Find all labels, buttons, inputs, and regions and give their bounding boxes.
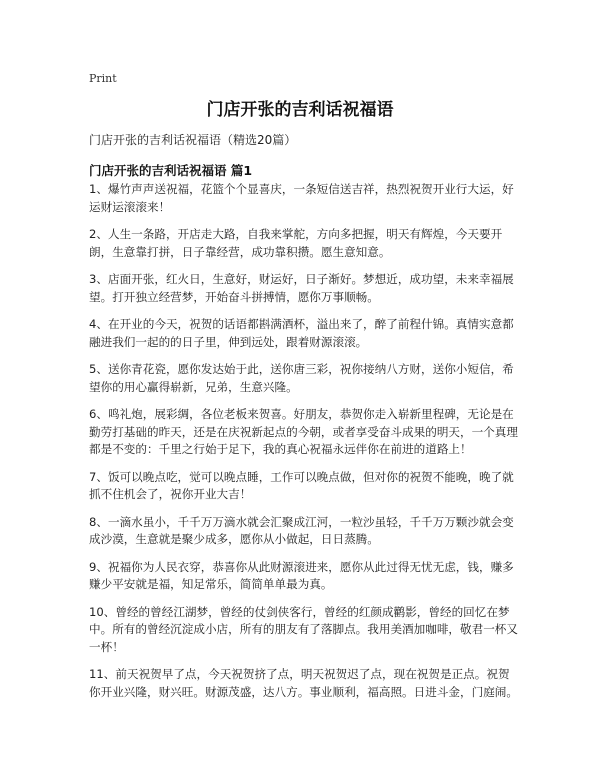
- list-item: 10、曾经的曾经江湖梦，曾经的仗剑侠客行，曾经的红颜成鹳影，曾经的回忆在梦中。所有的曾经沉淀成小店，所有的朋友有了落脚点。我用美酒加咖啡，敬君一杯又一杯！: [89, 604, 518, 654]
- list-item: 5、送你青花瓷，愿你发达始于此，送你唐三彩，祝你接纳八方财，送你小短信，希望你的用心赢得崭新，兄弟，生意兴隆。: [89, 362, 514, 394]
- article-subtitle: 门店开张的吉利话祝福语（精选20篇）: [89, 133, 297, 147]
- print-link[interactable]: Print: [89, 72, 117, 85]
- list-item: 9、祝福你为人民衣穿，恭喜你从此财源滚进来，愿你从此过得无忧无虑，钱，赚多赚少平安就是福，知足常乐，简简单单最为真。: [89, 559, 514, 591]
- list-item: 7、饭可以晚点吃，觉可以晚点睡，工作可以晚点做，但对你的祝贺不能晚，晚了就抓不住机会了，祝你开业大吉！: [89, 469, 514, 501]
- list-item: 1、爆竹声声送祝福，花篮个个显喜庆，一条短信送吉祥，热烈祝贺开业行大运，好运财运滚滚来！: [89, 182, 514, 214]
- page-title: 门店开张的吉利话祝福语: [206, 100, 394, 120]
- list-item: 4、在开业的今天，祝贺的话语都斟满酒杯，溢出来了，醉了前程什锦。真情实意都融进我们一起的的日子里，伸到远处，跟着财源滚滚。: [89, 317, 514, 349]
- list-item: 3、店面开张，红火日，生意好，财运好，日子渐好。梦想近，成功望，未来幸福展望。打开独立经营梦，开始奋斗拼搏情，愿你万事顺畅。: [89, 272, 514, 304]
- list-item: 2、人生一条路，开店走大路，自我来掌舵，方向多把握，明天有辉煌，今天要开朗，生意靠打拼，日子靠经营，成功靠积攒。愿生意知意。: [89, 227, 503, 259]
- blessing-list: [89, 181, 519, 711]
- list-item: 11、前天祝贺早了点，今天祝贺挤了点，明天祝贺迟了点，现在祝贺是正点。祝贺你开业兴隆，财兴旺。财源茂盛，达八方。事业顺利，福高照。日进斗金，门庭闹。: [89, 667, 518, 699]
- list-item: 6、鸣礼炮，展彩绸，各位老板来贺喜。好朋友，恭贺你走入崭新里程碑，无论是在勤劳打基础的昨天，还是在庆祝新起点的今朝，或者享受奋斗成果的明天，一个真理都是不变的：千里之行始于足下，我的真心祝福永远伴你在前进的道路上！: [89, 407, 518, 456]
- list-item: 8、一滴水虽小，千千万万滴水就会汇聚成江河，一粒沙虽轻，千千万万颗沙就会变成沙漠，生意就是聚少成多，愿你从小做起，日日蒸腾。: [89, 514, 514, 546]
- section-heading: 门店开张的吉利话祝福语 篇1: [89, 163, 253, 178]
